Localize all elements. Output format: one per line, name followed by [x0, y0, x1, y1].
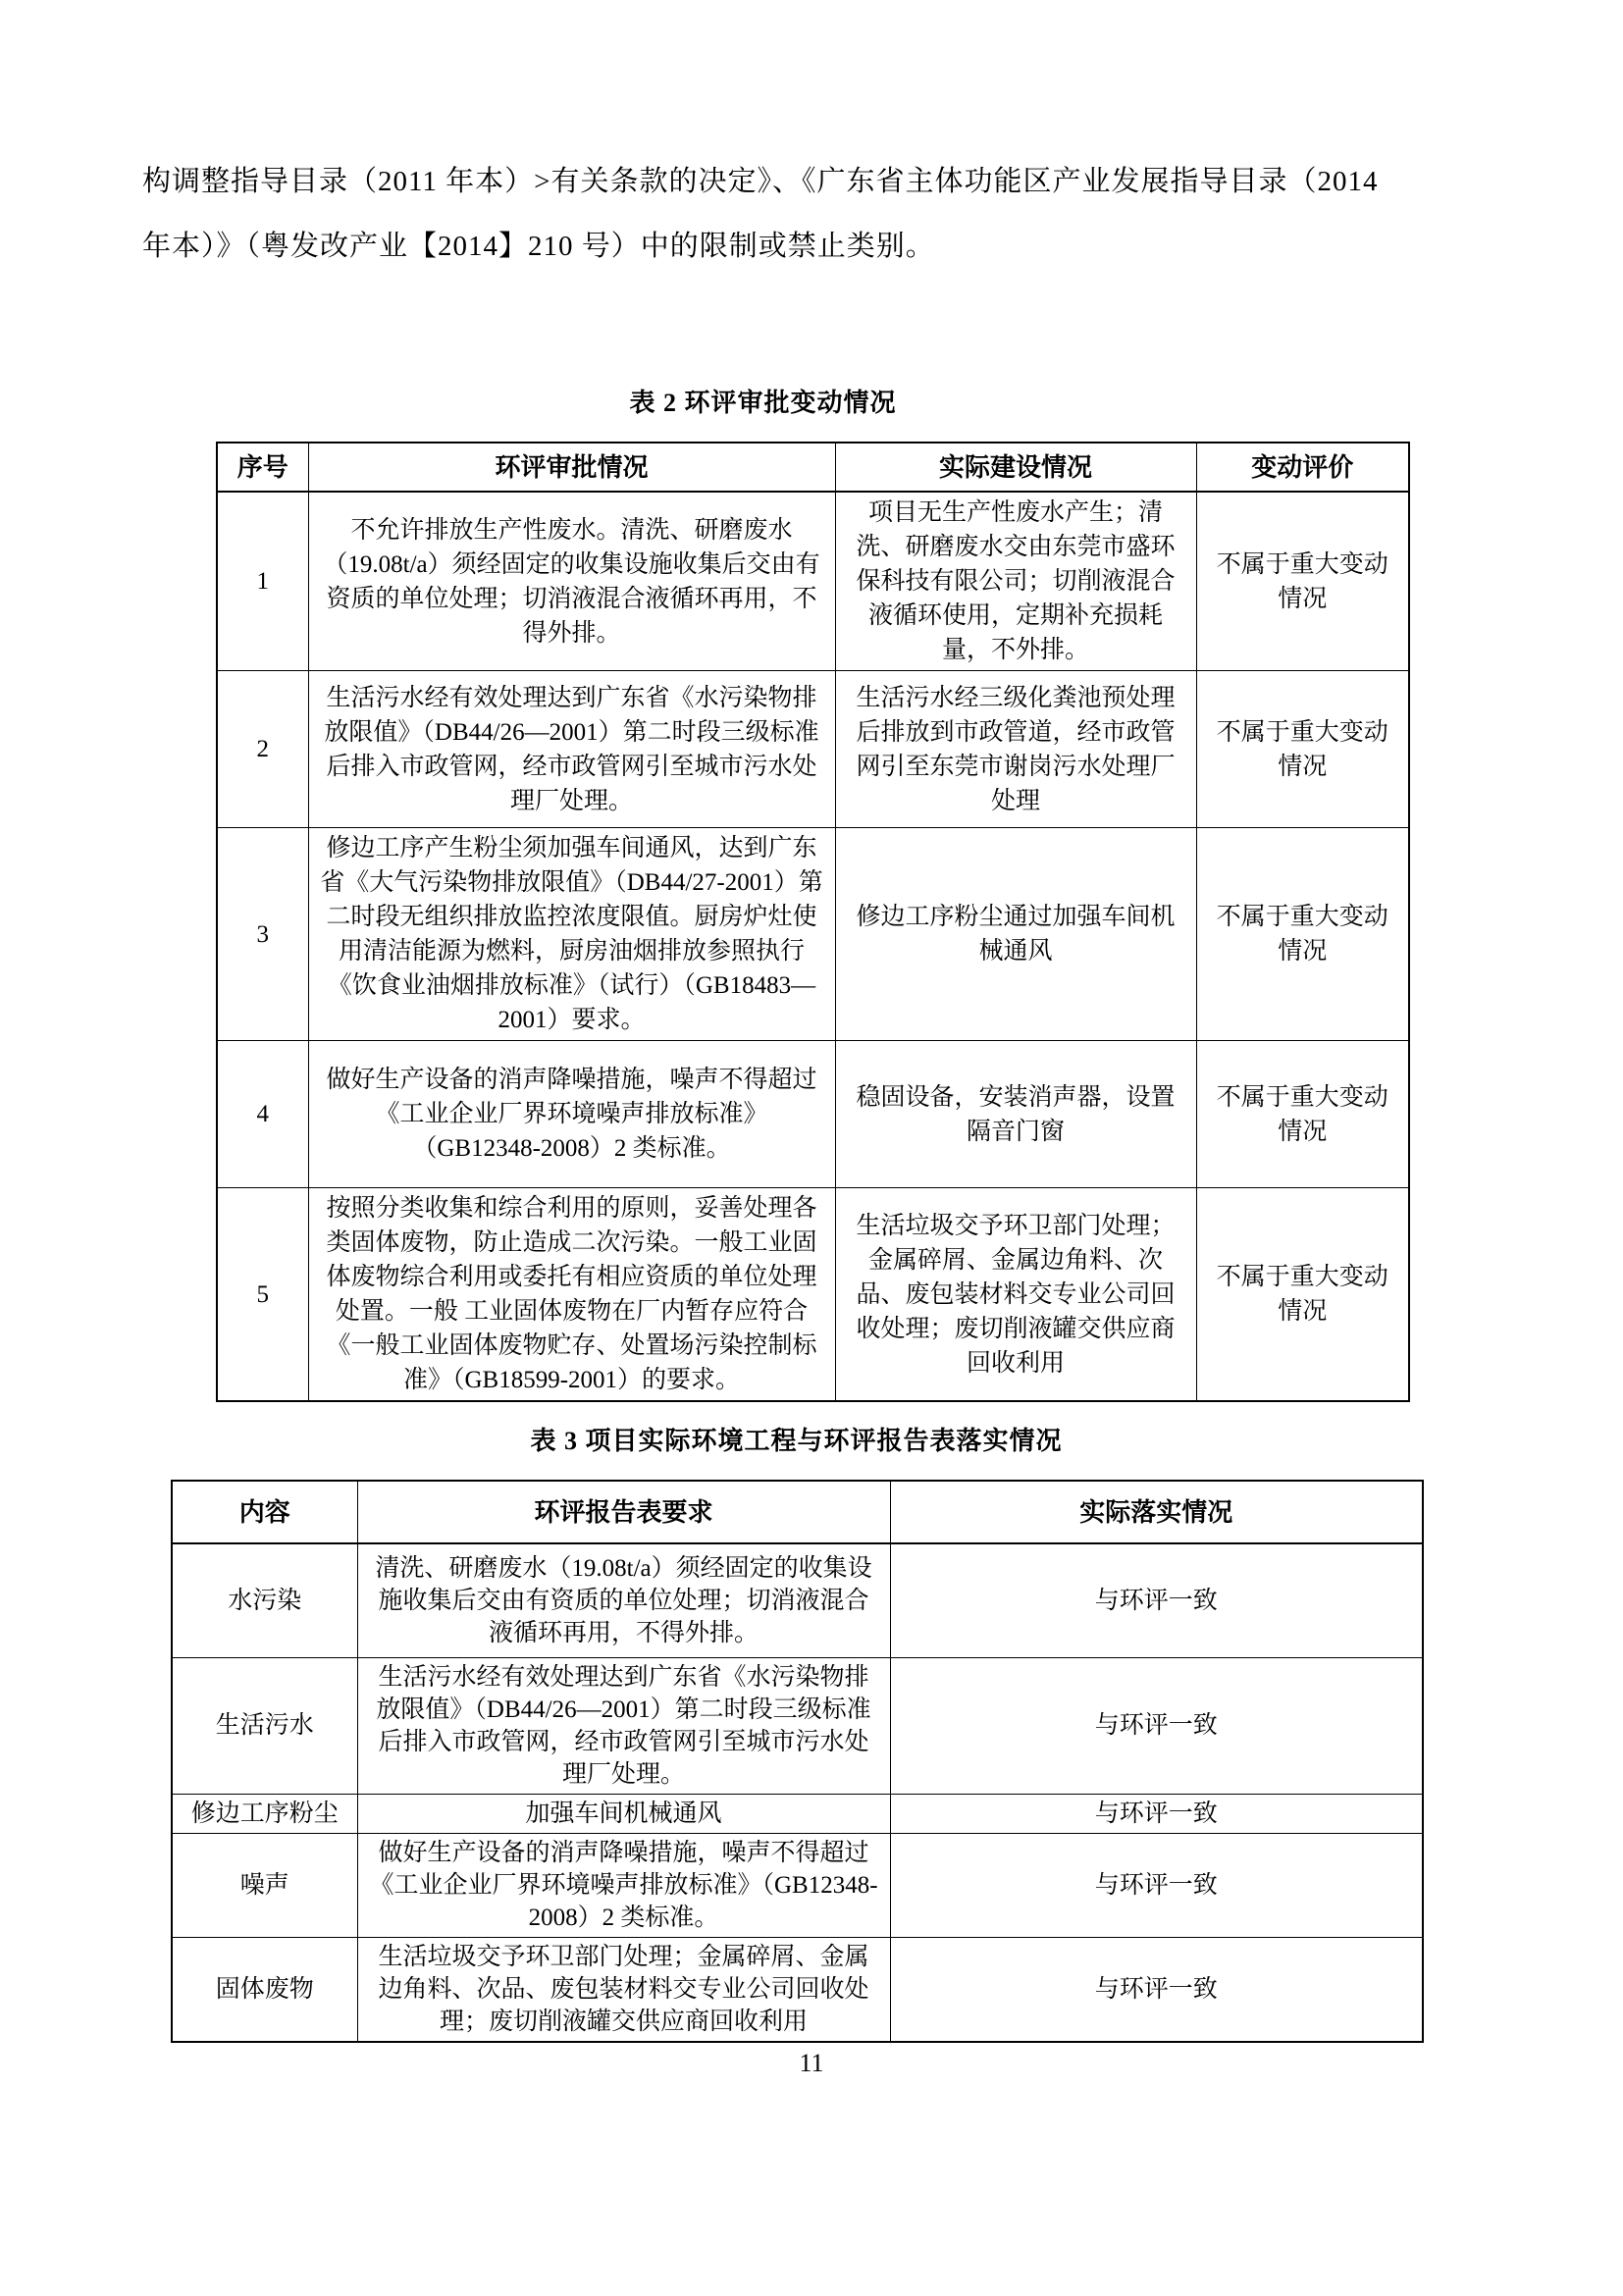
content-cell: 噪声 — [172, 1833, 357, 1937]
content-cell: 水污染 — [172, 1543, 357, 1657]
table2-row-1 — [217, 492, 1409, 671]
table2-header-actual: 实际建设情况 — [835, 443, 1196, 492]
paragraph-line-2: 年本）》（粤发改产业【2014】210 号）中的限制或禁止类别。 — [142, 231, 935, 262]
row-number-cell: 5 — [217, 1188, 308, 1402]
actual-cell: 生活垃圾交予环卫部门处理；金属碎屑、金属边角料、次品、废包装材料交专业公司回收处理；废切削液罐交供应商回收利用 — [835, 1188, 1196, 1402]
content-cell: 生活污水 — [172, 1657, 357, 1794]
table2-header-row — [217, 443, 1409, 492]
intro-paragraph — [142, 149, 1489, 279]
approval-cell: 按照分类收集和综合利用的原则，妥善处理各类固体废物，防止造成二次污染。一般工业固体废物综合利用或委托有相应资质的单位处理处置。一般 工业固体废物在厂内暂存应符合《一般工业固体废物贮存、处置场污染控制标准》（GB18599-2001）的要求。 — [308, 1188, 835, 1402]
approval-cell: 修边工序产生粉尘须加强车间通风，达到广东省《大气污染物排放限值》（DB44/27-2001）第二时段无组织排放监控浓度限值。厨房炉灶使用清洁能源为燃料，厨房油烟排放参照执行《饮食业油烟排放标准》（试行）（GB18483—2001）要求。 — [308, 828, 835, 1041]
table2-header-approval: 环评审批情况 — [308, 443, 835, 492]
evaluation-cell: 不属于重大变动情况 — [1196, 1188, 1409, 1402]
approval-cell: 不允许排放生产性废水。清洗、研磨废水（19.08t/a）须经固定的收集设施收集后交由有资质的单位处理；切消液混合液循环再用，不得外排。 — [308, 492, 835, 671]
approval-cell: 做好生产设备的消声降噪措施，噪声不得超过《工业企业厂界环境噪声排放标准》（GB12348-2008）2 类标准。 — [308, 1041, 835, 1188]
implementation-cell: 与环评一致 — [890, 1543, 1423, 1657]
table3-row-2 — [172, 1657, 1423, 1794]
evaluation-cell: 不属于重大变动情况 — [1196, 671, 1409, 828]
table3-header-requirement: 环评报告表要求 — [357, 1481, 890, 1543]
table3-row-4 — [172, 1833, 1423, 1937]
table2-row-3 — [217, 828, 1409, 1041]
paragraph-line-1: 构调整指导目录（2011 年本）>有关条款的决定》、《广东省主体功能区产业发展指导目录（2014 — [142, 166, 1379, 197]
table3-header-row — [172, 1481, 1423, 1543]
requirement-cell: 生活垃圾交予环卫部门处理；金属碎屑、金属边角料、次品、废包装材料交专业公司回收处理；废切削液罐交供应商回收利用 — [357, 1937, 890, 2042]
actual-cell: 生活污水经三级化粪池预处理后排放到市政管道，经市政管网引至东莞市谢岗污水处理厂处理 — [835, 671, 1196, 828]
requirement-cell: 加强车间机械通风 — [357, 1794, 890, 1833]
requirement-cell: 清洗、研磨废水（19.08t/a）须经固定的收集设施收集后交由有资质的单位处理；切消液混合液循环再用，不得外排。 — [357, 1543, 890, 1657]
page-number: 11 — [799, 2049, 824, 2077]
requirement-cell: 做好生产设备的消声降噪措施，噪声不得超过《工业企业厂界环境噪声排放标准》（GB12348-2008）2 类标准。 — [357, 1833, 890, 1937]
table2-row-5 — [217, 1188, 1409, 1402]
evaluation-cell: 不属于重大变动情况 — [1196, 1041, 1409, 1188]
table2-approval-changes — [216, 442, 1410, 1402]
actual-cell: 项目无生产性废水产生；清洗、研磨废水交由东莞市盛环保科技有限公司；切削液混合液循环使用，定期补充损耗量，不外排。 — [835, 492, 1196, 671]
row-number-cell: 3 — [217, 828, 308, 1041]
implementation-cell: 与环评一致 — [890, 1833, 1423, 1937]
actual-cell: 修边工序粉尘通过加强车间机械通风 — [835, 828, 1196, 1041]
table3-header-content: 内容 — [172, 1481, 357, 1543]
table2-header-no: 序号 — [217, 443, 308, 492]
table3-title: 表 3 项目实际环境工程与环评报告表落实情况 — [530, 1427, 1063, 1455]
table3-header-implementation: 实际落实情况 — [890, 1481, 1423, 1543]
approval-cell: 生活污水经有效处理达到广东省《水污染物排放限值》（DB44/26—2001）第二时段三级标准后排入市政管网，经市政管网引至城市污水处理厂处理。 — [308, 671, 835, 828]
evaluation-cell: 不属于重大变动情况 — [1196, 492, 1409, 671]
row-number-cell: 2 — [217, 671, 308, 828]
implementation-cell: 与环评一致 — [890, 1794, 1423, 1833]
table3-row-5 — [172, 1937, 1423, 2042]
actual-cell: 稳固设备，安装消声器，设置隔音门窗 — [835, 1041, 1196, 1188]
content-cell: 固体废物 — [172, 1937, 357, 2042]
row-number-cell: 1 — [217, 492, 308, 671]
table3-row-3 — [172, 1794, 1423, 1833]
requirement-cell: 生活污水经有效处理达到广东省《水污染物排放限值》（DB44/26—2001）第二时段三级标准后排入市政管网，经市政管网引至城市污水处理厂处理。 — [357, 1657, 890, 1794]
table2-header-evaluation: 变动评价 — [1196, 443, 1409, 492]
content-cell: 修边工序粉尘 — [172, 1794, 357, 1833]
evaluation-cell: 不属于重大变动情况 — [1196, 828, 1409, 1041]
row-number-cell: 4 — [217, 1041, 308, 1188]
implementation-cell: 与环评一致 — [890, 1657, 1423, 1794]
table2-row-2 — [217, 671, 1409, 828]
table2-title: 表 2 环评审批变动情况 — [629, 389, 897, 417]
table2-row-4 — [217, 1041, 1409, 1188]
table3-implementation — [171, 1480, 1424, 2043]
table3-row-1 — [172, 1543, 1423, 1657]
implementation-cell: 与环评一致 — [890, 1937, 1423, 2042]
